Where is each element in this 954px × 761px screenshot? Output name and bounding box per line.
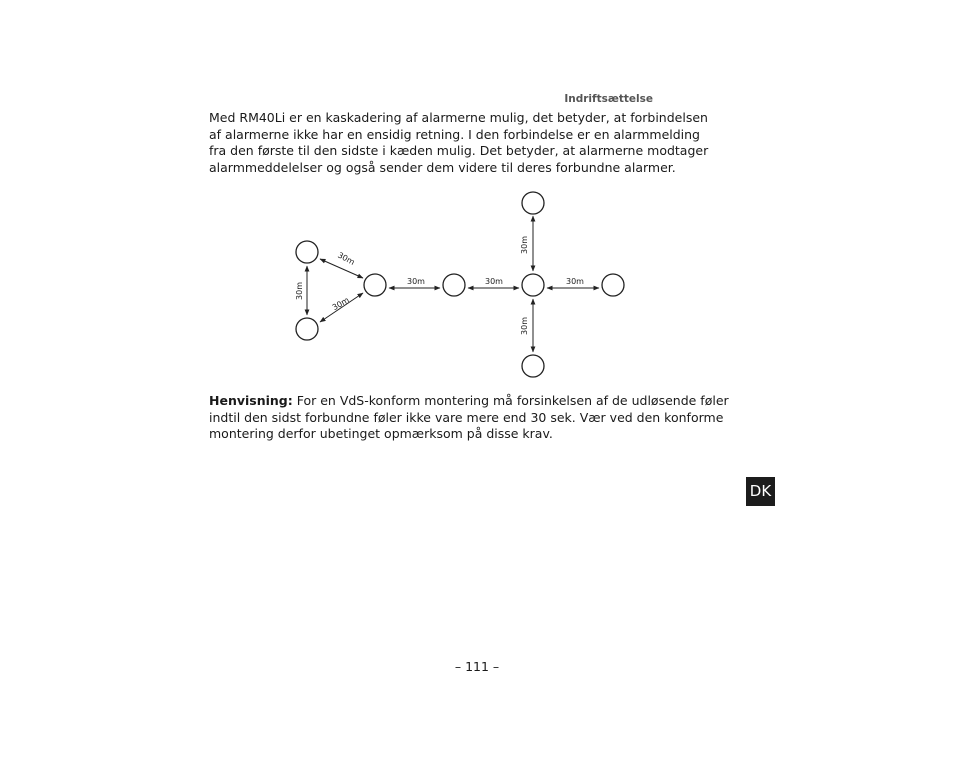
intro-line-1: Med RM40Li er en kaskadering af alarmerne mulig, det betyder, at forbindelsen: [209, 110, 708, 125]
note-line-1: [209, 393, 729, 410]
alarm-unit-chain-middle: [443, 274, 465, 296]
distance-label-middle-hub: 30m: [485, 277, 503, 286]
section-title: Indriftsættelse: [564, 93, 653, 105]
note-line-1-text: For en VdS-konform montering må forsinkelsen af de udløsende føler: [292, 393, 729, 408]
distance-label-hub-top: 30m: [520, 236, 529, 254]
alarm-unit-hub: [522, 274, 544, 296]
note-line-2: indtil den sidst forbundne føler ikke vare mere end 30 sek. Vær ved den konforme: [209, 409, 724, 425]
note-paragraph: [209, 393, 729, 443]
note-line-3: montering derfor ubetinget opmærksom på disse krav.: [209, 426, 553, 441]
alarm-unit-hub-bottom: [522, 355, 544, 377]
alarm-unit-triangle-bottom: [296, 318, 318, 340]
distance-label-triangle-upper: 30m: [336, 250, 357, 267]
intro-line-3: fra den første til den sidste i kæden mulig. Det betyder, at alarmerne modtager: [209, 143, 709, 158]
distance-label-hub-bottom: 30m: [520, 317, 529, 335]
alarm-unit-triangle-apex: [364, 274, 386, 296]
intro-line-4: alarmmeddelelser og også sender dem videre til deres forbundne alarmer.: [209, 159, 676, 175]
alarm-unit-hub-top: [522, 192, 544, 214]
intro-line-2: af alarmerne ikke har en ensidig retning. I den forbindelse er en alarmmelding: [209, 126, 700, 142]
link-triangle-upper-diagonal: [320, 259, 363, 278]
distance-label-triangle-lower: 30m: [330, 295, 351, 313]
note-label: Henvisning:: [209, 393, 293, 408]
alarm-unit-hub-right: [602, 274, 624, 296]
language-badge: DK: [746, 477, 775, 506]
distance-label-apex-middle: 30m: [407, 277, 425, 286]
distance-label-triangle-vertical: 30m: [295, 282, 304, 300]
page-number: – 111 –: [454, 659, 500, 674]
alarm-unit-triangle-top: [296, 241, 318, 263]
distance-label-hub-right: 30m: [566, 277, 584, 286]
